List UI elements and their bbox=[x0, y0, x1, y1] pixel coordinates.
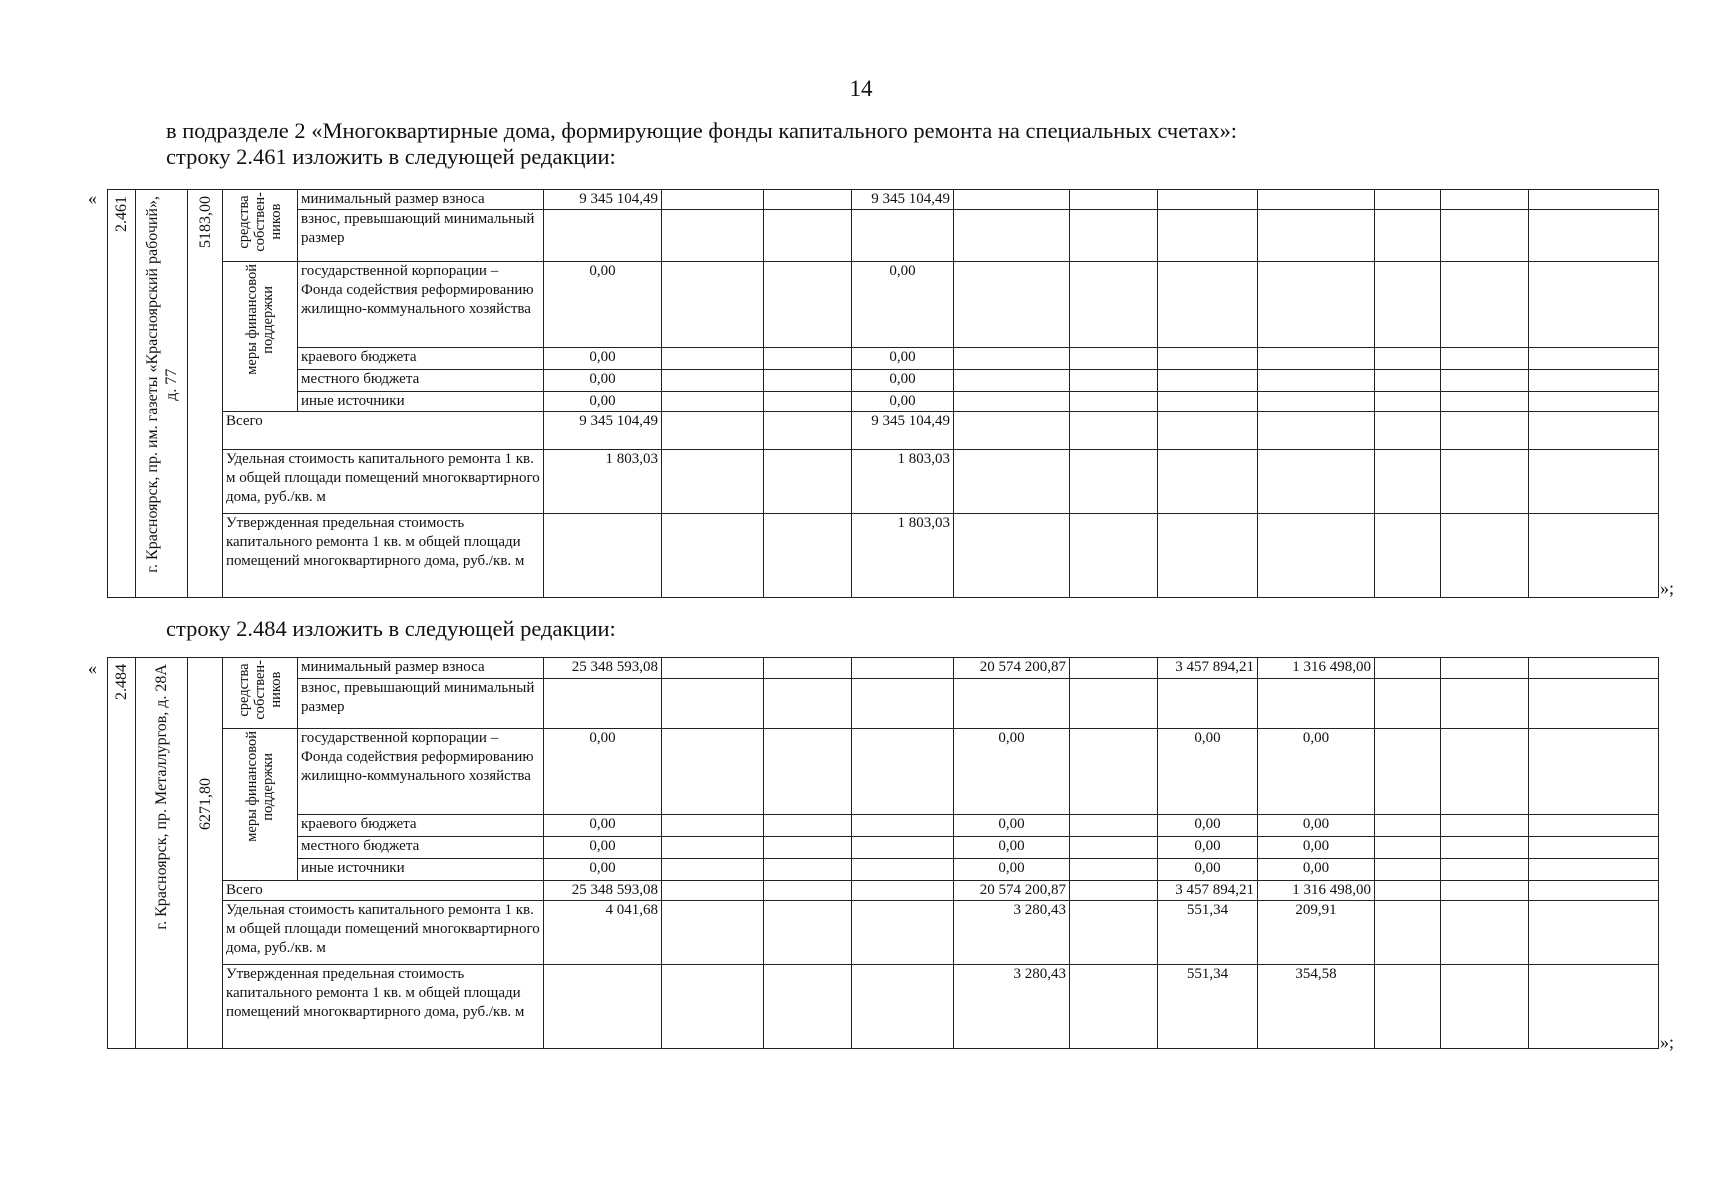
value-cell bbox=[1070, 814, 1158, 836]
value-cell: 9 345 104,49 bbox=[544, 190, 662, 210]
label-line: меры финансовой bbox=[244, 264, 260, 375]
value-cell bbox=[1158, 412, 1258, 450]
open-quote-1: « bbox=[88, 188, 97, 208]
support-group-cell bbox=[223, 262, 298, 412]
value-cell bbox=[1441, 370, 1529, 392]
owners-group-label bbox=[236, 658, 284, 722]
table-row bbox=[108, 678, 1659, 728]
value-cell bbox=[1529, 880, 1659, 900]
value-cell bbox=[1158, 678, 1258, 728]
value-cell bbox=[1070, 858, 1158, 880]
value-cell bbox=[662, 190, 764, 210]
value-cell bbox=[1529, 450, 1659, 514]
value-cell bbox=[662, 900, 764, 964]
value-cell bbox=[1070, 348, 1158, 370]
row-label-local: местного бюджета bbox=[298, 370, 544, 392]
value-cell bbox=[1258, 678, 1375, 728]
value-cell bbox=[1258, 370, 1375, 392]
value-cell bbox=[1529, 678, 1659, 728]
row-label-regional: краевого бюджета bbox=[298, 814, 544, 836]
value-cell bbox=[1441, 900, 1529, 964]
value-cell bbox=[1375, 858, 1441, 880]
row-label-min-fee: минимальный размер взноса bbox=[298, 658, 544, 679]
value-cell bbox=[1258, 190, 1375, 210]
value-cell bbox=[662, 880, 764, 900]
value-cell bbox=[1158, 450, 1258, 514]
value-cell bbox=[764, 348, 852, 370]
close-quote-2: »; bbox=[1660, 1032, 1675, 1052]
label-line: меры финансовой bbox=[244, 730, 260, 842]
table-row bbox=[108, 658, 1659, 679]
row-number: 2.484 bbox=[113, 664, 130, 700]
value-cell bbox=[1375, 392, 1441, 412]
row-label-state-corp: государственной корпорации – Фонда содействия реформированию жилищно-коммунального хозяйства bbox=[298, 728, 544, 814]
value-cell bbox=[1070, 190, 1158, 210]
building-area: 6271,80 bbox=[196, 778, 214, 830]
value-cell bbox=[1441, 412, 1529, 450]
value-cell: 209,91 bbox=[1258, 900, 1375, 964]
value-cell bbox=[662, 836, 764, 858]
value-cell: 0,00 bbox=[954, 836, 1070, 858]
value-cell bbox=[1258, 348, 1375, 370]
value-cell bbox=[1070, 880, 1158, 900]
value-cell bbox=[764, 210, 852, 262]
value-cell: 1 803,03 bbox=[544, 450, 662, 514]
row-label-limit-cost: Утвержденная предельная стоимость капитального ремонта 1 кв. м общей площади помещений многоквартирного дома, руб./кв. м bbox=[223, 964, 544, 1048]
intro-text: в подразделе 2 «Многоквартирные дома, формирующие фонды капитального ремонта на специальных счетах»: bbox=[166, 118, 1238, 143]
value-cell bbox=[1070, 262, 1158, 348]
row-label-min-fee: минимальный размер взноса bbox=[298, 190, 544, 210]
area-cell bbox=[188, 658, 223, 1049]
value-cell bbox=[1529, 370, 1659, 392]
table-row bbox=[108, 210, 1659, 262]
row-label-other: иные источники bbox=[298, 858, 544, 880]
value-cell bbox=[1375, 412, 1441, 450]
value-cell: 3 280,43 bbox=[954, 964, 1070, 1048]
value-cell bbox=[1375, 880, 1441, 900]
value-cell bbox=[1158, 190, 1258, 210]
value-cell bbox=[1441, 858, 1529, 880]
value-cell bbox=[544, 678, 662, 728]
value-cell: 0,00 bbox=[544, 814, 662, 836]
value-cell bbox=[1158, 370, 1258, 392]
value-cell bbox=[1375, 210, 1441, 262]
value-cell: 0,00 bbox=[852, 262, 954, 348]
table-row bbox=[108, 728, 1659, 814]
row-label-local: местного бюджета bbox=[298, 836, 544, 858]
value-cell bbox=[954, 514, 1070, 598]
value-cell bbox=[1070, 392, 1158, 412]
value-cell bbox=[662, 858, 764, 880]
building-area: 5183,00 bbox=[196, 196, 214, 248]
value-cell bbox=[1441, 964, 1529, 1048]
value-cell bbox=[1441, 836, 1529, 858]
table-row bbox=[108, 190, 1659, 210]
value-cell bbox=[852, 728, 954, 814]
value-cell bbox=[1375, 678, 1441, 728]
value-cell bbox=[662, 728, 764, 814]
row-label-unit-cost: Удельная стоимость капитального ремонта 1 кв. м общей площади помещений многоквартирного дома, руб./кв. м bbox=[223, 900, 544, 964]
value-cell: 0,00 bbox=[1258, 858, 1375, 880]
value-cell: 1 316 498,00 bbox=[1258, 880, 1375, 900]
label-line: ников bbox=[268, 203, 284, 240]
table-row bbox=[108, 450, 1659, 514]
value-cell bbox=[764, 190, 852, 210]
table-row bbox=[108, 348, 1659, 370]
table-row bbox=[108, 900, 1659, 964]
table-row-2461 bbox=[107, 189, 1659, 598]
value-cell bbox=[1375, 370, 1441, 392]
value-cell bbox=[764, 514, 852, 598]
value-cell bbox=[1529, 728, 1659, 814]
table-row bbox=[108, 814, 1659, 836]
value-cell bbox=[1441, 210, 1529, 262]
value-cell bbox=[764, 814, 852, 836]
value-cell bbox=[1070, 728, 1158, 814]
value-cell bbox=[1070, 658, 1158, 679]
value-cell bbox=[764, 836, 852, 858]
value-cell bbox=[1441, 348, 1529, 370]
value-cell bbox=[1375, 658, 1441, 679]
value-cell bbox=[1258, 392, 1375, 412]
value-cell bbox=[1529, 964, 1659, 1048]
value-cell bbox=[954, 678, 1070, 728]
value-cell: 20 574 200,87 bbox=[954, 658, 1070, 679]
value-cell bbox=[1529, 190, 1659, 210]
table-row bbox=[108, 392, 1659, 412]
owners-group-cell bbox=[223, 658, 298, 729]
value-cell bbox=[662, 514, 764, 598]
support-group-label bbox=[244, 262, 276, 377]
value-cell: 0,00 bbox=[852, 370, 954, 392]
area-cell bbox=[188, 190, 223, 598]
value-cell bbox=[764, 450, 852, 514]
value-cell bbox=[954, 370, 1070, 392]
value-cell bbox=[852, 880, 954, 900]
value-cell bbox=[764, 370, 852, 392]
row-label-unit-cost: Удельная стоимость капитального ремонта 1 кв. м общей площади помещений многоквартирного дома, руб./кв. м bbox=[223, 450, 544, 514]
value-cell: 0,00 bbox=[1258, 728, 1375, 814]
value-cell bbox=[1070, 964, 1158, 1048]
value-cell: 0,00 bbox=[1158, 814, 1258, 836]
value-cell bbox=[764, 678, 852, 728]
page-number: 14 bbox=[849, 76, 873, 101]
value-cell: 551,34 bbox=[1158, 900, 1258, 964]
row-label-total: Всего bbox=[223, 412, 544, 450]
value-cell bbox=[852, 900, 954, 964]
support-group-label bbox=[244, 729, 276, 844]
value-cell bbox=[764, 658, 852, 679]
value-cell bbox=[1529, 392, 1659, 412]
value-cell bbox=[1070, 450, 1158, 514]
value-cell: 3 457 894,21 bbox=[1158, 658, 1258, 679]
value-cell bbox=[1158, 262, 1258, 348]
value-cell bbox=[764, 964, 852, 1048]
row-label-over-min: взнос, превышающий минимальный размер bbox=[298, 678, 544, 728]
value-cell bbox=[1375, 190, 1441, 210]
value-cell: 4 041,68 bbox=[544, 900, 662, 964]
value-cell bbox=[1441, 450, 1529, 514]
value-cell bbox=[1375, 964, 1441, 1048]
value-cell bbox=[1258, 514, 1375, 598]
row-number: 2.461 bbox=[113, 196, 130, 232]
value-cell bbox=[1158, 514, 1258, 598]
value-cell bbox=[764, 880, 852, 900]
value-cell: 1 803,03 bbox=[852, 450, 954, 514]
value-cell bbox=[954, 348, 1070, 370]
value-cell: 354,58 bbox=[1258, 964, 1375, 1048]
table-row bbox=[108, 514, 1659, 598]
value-cell bbox=[852, 858, 954, 880]
value-cell bbox=[662, 412, 764, 450]
table-row bbox=[108, 836, 1659, 858]
value-cell: 3 457 894,21 bbox=[1158, 880, 1258, 900]
value-cell bbox=[1070, 836, 1158, 858]
address-cell bbox=[136, 658, 188, 1049]
value-cell: 0,00 bbox=[544, 392, 662, 412]
value-cell bbox=[1441, 392, 1529, 412]
value-cell bbox=[1070, 514, 1158, 598]
label-line: ников bbox=[268, 671, 284, 708]
table-row bbox=[108, 964, 1659, 1048]
value-cell: 0,00 bbox=[1258, 836, 1375, 858]
value-cell: 0,00 bbox=[544, 348, 662, 370]
value-cell bbox=[1529, 900, 1659, 964]
value-cell bbox=[1258, 412, 1375, 450]
value-cell: 0,00 bbox=[954, 858, 1070, 880]
value-cell bbox=[662, 392, 764, 412]
value-cell bbox=[852, 836, 954, 858]
value-cell bbox=[662, 370, 764, 392]
value-cell: 9 345 104,49 bbox=[852, 412, 954, 450]
value-cell bbox=[1375, 450, 1441, 514]
value-cell bbox=[1441, 814, 1529, 836]
row-label-other: иные источники bbox=[298, 392, 544, 412]
value-cell: 0,00 bbox=[954, 728, 1070, 814]
value-cell bbox=[1441, 880, 1529, 900]
address-line: г. Красноярск, пр. им. газеты «Красноярский рабочий», bbox=[143, 196, 161, 573]
value-cell: 0,00 bbox=[1258, 814, 1375, 836]
value-cell: 0,00 bbox=[954, 814, 1070, 836]
label-line: поддержки bbox=[260, 752, 276, 820]
value-cell bbox=[1529, 514, 1659, 598]
value-cell bbox=[1158, 392, 1258, 412]
owners-group-cell bbox=[223, 190, 298, 262]
value-cell bbox=[662, 658, 764, 679]
label-line: средства bbox=[236, 663, 252, 717]
value-cell bbox=[662, 964, 764, 1048]
value-cell: 0,00 bbox=[1158, 728, 1258, 814]
table-row bbox=[108, 412, 1659, 450]
value-cell bbox=[1375, 728, 1441, 814]
row-label-over-min: взнос, превышающий минимальный размер bbox=[298, 210, 544, 262]
value-cell bbox=[1258, 210, 1375, 262]
value-cell bbox=[1375, 514, 1441, 598]
row-label-total: Всего bbox=[223, 880, 544, 900]
value-cell bbox=[1158, 210, 1258, 262]
label-line: собствен- bbox=[252, 660, 268, 720]
value-cell bbox=[662, 210, 764, 262]
value-cell bbox=[1375, 348, 1441, 370]
value-cell bbox=[1529, 262, 1659, 348]
value-cell bbox=[852, 678, 954, 728]
label-line: средства bbox=[236, 195, 252, 249]
value-cell bbox=[1070, 370, 1158, 392]
value-cell bbox=[954, 210, 1070, 262]
value-cell bbox=[1441, 658, 1529, 679]
value-cell: 0,00 bbox=[1158, 836, 1258, 858]
value-cell bbox=[1529, 412, 1659, 450]
value-cell: 0,00 bbox=[544, 262, 662, 348]
close-quote-1: »; bbox=[1660, 578, 1675, 598]
value-cell bbox=[764, 392, 852, 412]
value-cell: 25 348 593,08 bbox=[544, 880, 662, 900]
value-cell bbox=[1529, 658, 1659, 679]
open-quote-2: « bbox=[88, 658, 97, 678]
section1-caption: строку 2.461 изложить в следующей редакции: bbox=[166, 144, 616, 169]
value-cell: 20 574 200,87 bbox=[954, 880, 1070, 900]
value-cell bbox=[662, 348, 764, 370]
value-cell bbox=[662, 262, 764, 348]
table-row bbox=[108, 880, 1659, 900]
value-cell bbox=[1441, 514, 1529, 598]
value-cell bbox=[954, 190, 1070, 210]
value-cell bbox=[1070, 412, 1158, 450]
value-cell bbox=[954, 412, 1070, 450]
row-label-regional: краевого бюджета bbox=[298, 348, 544, 370]
value-cell: 551,34 bbox=[1158, 964, 1258, 1048]
section2-caption: строку 2.484 изложить в следующей редакции: bbox=[166, 616, 616, 641]
row-number-cell bbox=[108, 658, 136, 1049]
value-cell: 1 316 498,00 bbox=[1258, 658, 1375, 679]
value-cell bbox=[1441, 678, 1529, 728]
value-cell bbox=[1529, 836, 1659, 858]
value-cell: 0,00 bbox=[544, 728, 662, 814]
value-cell bbox=[1158, 348, 1258, 370]
address bbox=[143, 190, 181, 579]
value-cell bbox=[764, 412, 852, 450]
value-cell bbox=[544, 210, 662, 262]
value-cell: 0,00 bbox=[1158, 858, 1258, 880]
value-cell bbox=[764, 858, 852, 880]
value-cell bbox=[1258, 262, 1375, 348]
value-cell bbox=[1375, 814, 1441, 836]
row-label-state-corp: государственной корпорации – Фонда содействия реформированию жилищно-коммунального хозяйства bbox=[298, 262, 544, 348]
value-cell bbox=[1441, 728, 1529, 814]
value-cell bbox=[764, 728, 852, 814]
value-cell bbox=[764, 900, 852, 964]
address-cell bbox=[136, 190, 188, 598]
value-cell bbox=[1070, 678, 1158, 728]
value-cell: 0,00 bbox=[544, 370, 662, 392]
value-cell bbox=[954, 392, 1070, 412]
address: г. Красноярск, пр. Металлургов, д. 28А bbox=[153, 664, 170, 930]
value-cell bbox=[1441, 262, 1529, 348]
value-cell bbox=[1441, 190, 1529, 210]
value-cell bbox=[1529, 814, 1659, 836]
value-cell: 3 280,43 bbox=[954, 900, 1070, 964]
value-cell: 0,00 bbox=[544, 858, 662, 880]
value-cell bbox=[954, 262, 1070, 348]
value-cell bbox=[1258, 450, 1375, 514]
value-cell bbox=[852, 658, 954, 679]
value-cell bbox=[662, 450, 764, 514]
owners-group-label bbox=[236, 190, 284, 254]
table-row bbox=[108, 262, 1659, 348]
value-cell bbox=[1529, 348, 1659, 370]
value-cell bbox=[1375, 262, 1441, 348]
value-cell bbox=[764, 262, 852, 348]
table-row-2484 bbox=[107, 657, 1659, 1049]
value-cell bbox=[954, 450, 1070, 514]
value-cell bbox=[662, 814, 764, 836]
value-cell bbox=[1375, 900, 1441, 964]
value-cell bbox=[852, 210, 954, 262]
value-cell: 25 348 593,08 bbox=[544, 658, 662, 679]
value-cell: 9 345 104,49 bbox=[852, 190, 954, 210]
value-cell bbox=[852, 814, 954, 836]
value-cell bbox=[662, 678, 764, 728]
value-cell bbox=[1070, 900, 1158, 964]
value-cell: 0,00 bbox=[852, 348, 954, 370]
row-number-cell bbox=[108, 190, 136, 598]
table-row bbox=[108, 858, 1659, 880]
label-line: собствен- bbox=[252, 192, 268, 252]
support-group-cell bbox=[223, 728, 298, 880]
value-cell: 9 345 104,49 bbox=[544, 412, 662, 450]
label-line: поддержки bbox=[260, 285, 276, 354]
value-cell bbox=[1375, 836, 1441, 858]
value-cell bbox=[1529, 858, 1659, 880]
table-row bbox=[108, 370, 1659, 392]
row-label-limit-cost: Утвержденная предельная стоимость капитального ремонта 1 кв. м общей площади помещений многоквартирного дома, руб./кв. м bbox=[223, 514, 544, 598]
value-cell bbox=[1529, 210, 1659, 262]
value-cell bbox=[852, 964, 954, 1048]
value-cell bbox=[544, 964, 662, 1048]
value-cell: 0,00 bbox=[544, 836, 662, 858]
value-cell bbox=[1070, 210, 1158, 262]
value-cell: 0,00 bbox=[852, 392, 954, 412]
address-line: д. 77 bbox=[162, 368, 180, 401]
value-cell: 1 803,03 bbox=[852, 514, 954, 598]
value-cell bbox=[544, 514, 662, 598]
